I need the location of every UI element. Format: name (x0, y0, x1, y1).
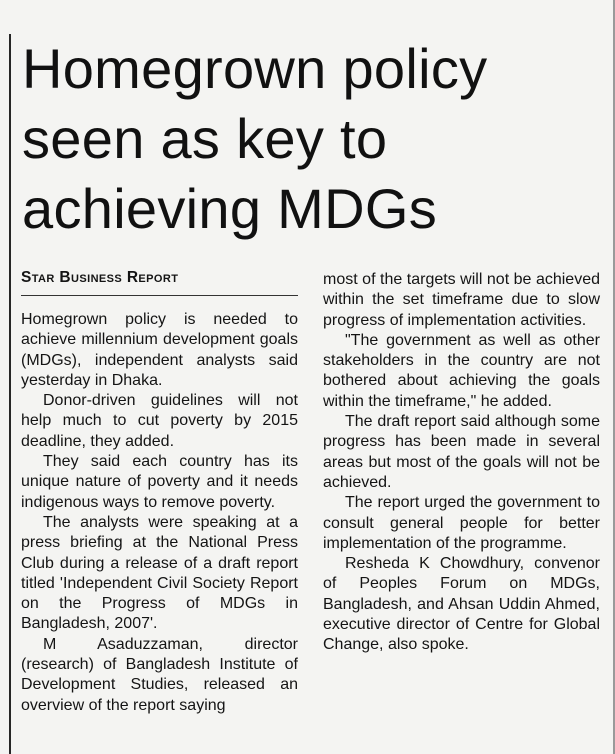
paragraph: The report urged the government to consult general people for better implementation of the programme. (323, 494, 600, 552)
paragraph: "The government as well as other stakeholders in the country are not bothered about achieving the goals within the timeframe," he added. (323, 331, 600, 410)
paragraph: M Asaduzzaman, director (research) of Bangladesh Institute of Development Studies, released an overview of the report saying (21, 635, 298, 714)
paragraph: Homegrown policy is needed to achieve millennium development goals (MDGs), independent analysts said yesterday in Dhaka. (21, 311, 298, 389)
paragraph: Donor-driven guidelines will not help much to cut poverty by 2015 deadline, they added. (21, 392, 298, 450)
headline: Homegrown policy seen as key to achieving MDGs (22, 37, 488, 240)
byline-divider (21, 295, 298, 296)
article-column-right (323, 270, 600, 656)
paragraph: The analysts were speaking at a press briefing at the National Press Club during a release of a draft report titled 'Independent Civil Society Report on the Progress of MDGs in Bangladesh, 2007'. (21, 513, 298, 633)
paragraph: most of the targets will not be achieved within the set timeframe due to slow progress of implementation activities. (323, 271, 600, 329)
article-column-left (21, 268, 298, 716)
paragraph: They said each country has its unique nature of poverty and it needs indigenous ways to remove poverty. (21, 453, 298, 511)
column-rule-left (9, 34, 11, 754)
byline: Star Business Report (21, 269, 179, 286)
paragraph: The draft report said although some progress has been made in several areas but most of the goals will not be achieved. (323, 413, 600, 491)
paragraph: Resheda K Chowdhury, convenor of Peoples Forum on MDGs, Bangladesh, and Ahsan Uddin Ahmed, executive director of Centre for Global Change, also spoke. (323, 555, 600, 654)
